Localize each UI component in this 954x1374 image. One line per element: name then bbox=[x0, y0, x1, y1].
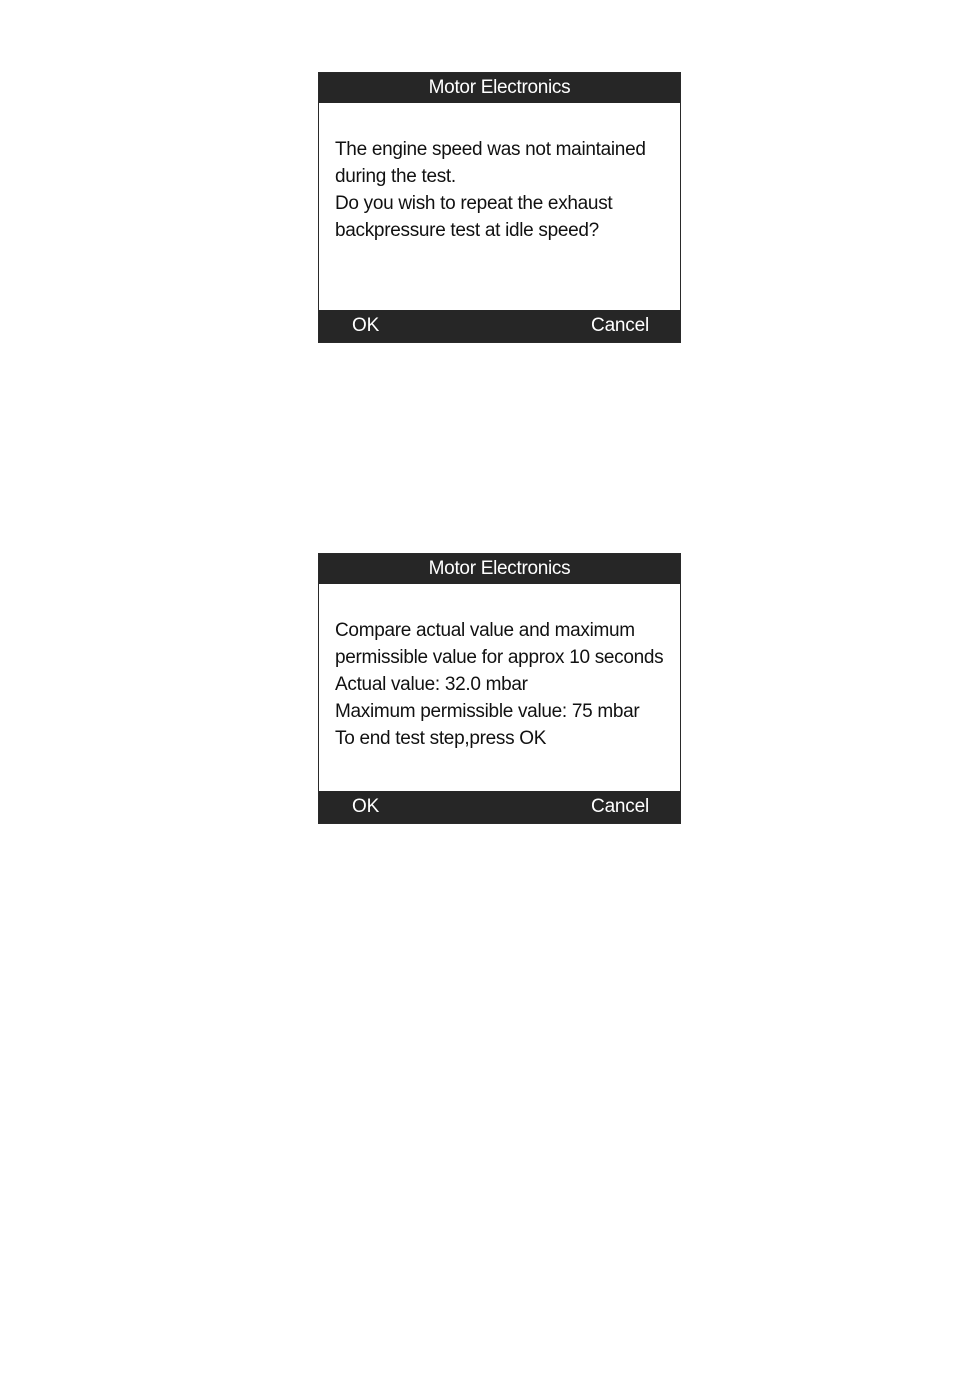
dialog-screen-repeat-test bbox=[318, 72, 681, 343]
actual-value-line: Actual value: 32.0 mbar bbox=[335, 674, 528, 695]
dialog-message bbox=[335, 617, 680, 752]
softkey-bar bbox=[319, 310, 680, 342]
ok-button[interactable]: OK bbox=[352, 791, 379, 823]
cancel-button[interactable]: Cancel bbox=[591, 791, 649, 823]
message-line: during the test. bbox=[335, 166, 456, 187]
dialog-screen-compare-values bbox=[318, 553, 681, 824]
message-line: To end test step,press OK bbox=[335, 728, 547, 749]
screen-title: Motor Electronics bbox=[319, 73, 680, 103]
screen-title: Motor Electronics bbox=[319, 554, 680, 584]
message-line: Do you wish to repeat the exhaust bbox=[335, 193, 613, 214]
dialog-message bbox=[335, 136, 680, 244]
max-value-line: Maximum permissible value: 75 mbar bbox=[335, 701, 640, 722]
ok-button[interactable]: OK bbox=[352, 310, 379, 342]
softkey-bar bbox=[319, 791, 680, 823]
message-line: backpressure test at idle speed? bbox=[335, 220, 599, 241]
message-line: Compare actual value and maximum bbox=[335, 620, 635, 641]
message-line: The engine speed was not maintained bbox=[335, 139, 646, 160]
message-line: permissible value for approx 10 seconds bbox=[335, 647, 664, 668]
cancel-button[interactable]: Cancel bbox=[591, 310, 649, 342]
